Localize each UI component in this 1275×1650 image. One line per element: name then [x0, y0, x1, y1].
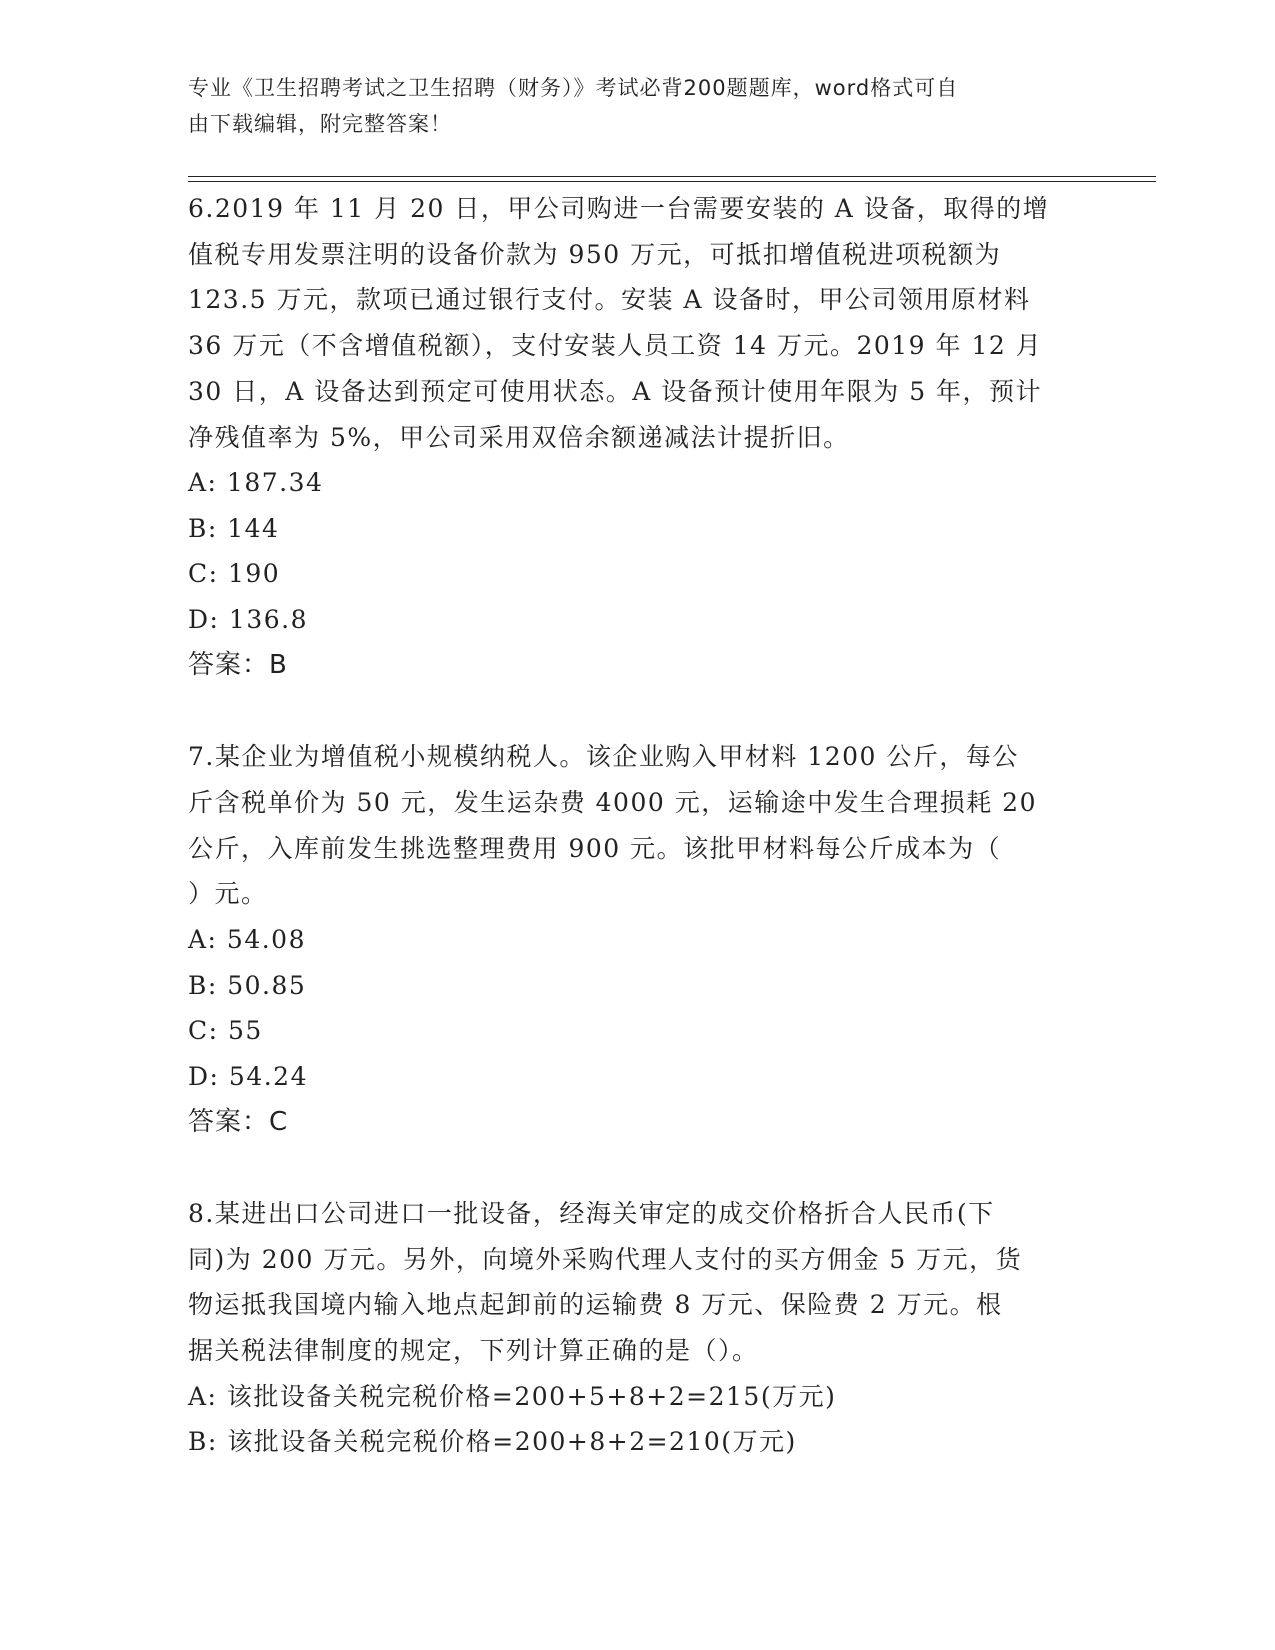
option-b: B: 144: [188, 513, 280, 543]
option-b: B: 50.85: [188, 970, 307, 1000]
question-stem-line: 值税专用发票注明的设备价款为 950 万元，可抵扣增值税进项税额为: [188, 239, 1002, 269]
option-c: C: 190: [188, 559, 281, 589]
question-stem-line: 净残值率为 5%，甲公司采用双倍余额递减法计提折旧。: [188, 422, 850, 452]
header-title-line-1: 专业《卫生招聘考试之卫生招聘（财务）》考试必背200题题库，word格式可自: [188, 76, 959, 100]
question-spacer: [188, 688, 1088, 734]
answer-line: 答案：B: [188, 650, 288, 681]
question-6: [188, 186, 1088, 688]
option-c: C: 55: [188, 1016, 263, 1046]
option-a: A: 187.34: [188, 468, 324, 498]
header-divider-bottom: [188, 181, 1156, 182]
question-stem-line: 30 日，A 设备达到预定可使用状态。A 设备预计使用年限为 5 年，预计: [188, 376, 1043, 406]
option-b: B: 该批设备关税完税价格=200+8+2=210(万元): [188, 1427, 797, 1457]
option-a: A: 54.08: [188, 925, 306, 955]
option-d: D: 136.8: [188, 604, 308, 634]
option-a: A: 该批设备关税完税价格=200+5+8+2=215(万元): [188, 1381, 837, 1411]
question-spacer: [188, 1145, 1088, 1191]
question-stem-line: 123.5 万元，款项已通过银行支付。安装 A 设备时，甲公司领用原材料: [188, 285, 1031, 315]
header-title-line-2: 由下载编辑，附完整答案！: [188, 112, 452, 136]
question-list: [188, 186, 1088, 1465]
question-stem-line: ）元。: [188, 879, 268, 909]
question-stem-line: 6.2019 年 11 月 20 日，甲公司购进一台需要安装的 A 设备，取得的增: [188, 194, 1050, 223]
question-stem-line: 公斤，入库前发生挑选整理费用 900 元。该批甲材料每公斤成本为（: [188, 833, 1002, 863]
question-stem-line: 斤含税单价为 50 元，发生运杂费 4000 元，运输途中发生合理损耗 20: [188, 787, 1037, 817]
document-header: [188, 70, 1088, 142]
header-divider-top: [188, 176, 1156, 177]
question-stem-line: 8.某进出口公司进口一批设备，经海关审定的成交价格折合人民币(下: [188, 1199, 995, 1229]
question-stem-line: 据关税法律制度的规定，下列计算正确的是（）。: [188, 1336, 759, 1366]
question-stem-line: 物运抵我国境内输入地点起卸前的运输费 8 万元、保险费 2 万元。根: [188, 1290, 1003, 1320]
answer-line: 答案：C: [188, 1107, 289, 1138]
option-d: D: 54.24: [188, 1061, 308, 1091]
question-7: [188, 734, 1088, 1145]
question-stem-line: 7.某企业为增值税小规模纳税人。该企业购入甲材料 1200 公斤，每公: [188, 742, 1019, 772]
question-stem-line: 同)为 200 万元。另外，向境外采购代理人支付的买方佣金 5 万元，货: [188, 1244, 1023, 1274]
question-stem-line: 36 万元（不含增值税额），支付安装人员工资 14 万元。2019 年 12 月: [188, 331, 1043, 361]
question-8: [188, 1191, 1088, 1465]
